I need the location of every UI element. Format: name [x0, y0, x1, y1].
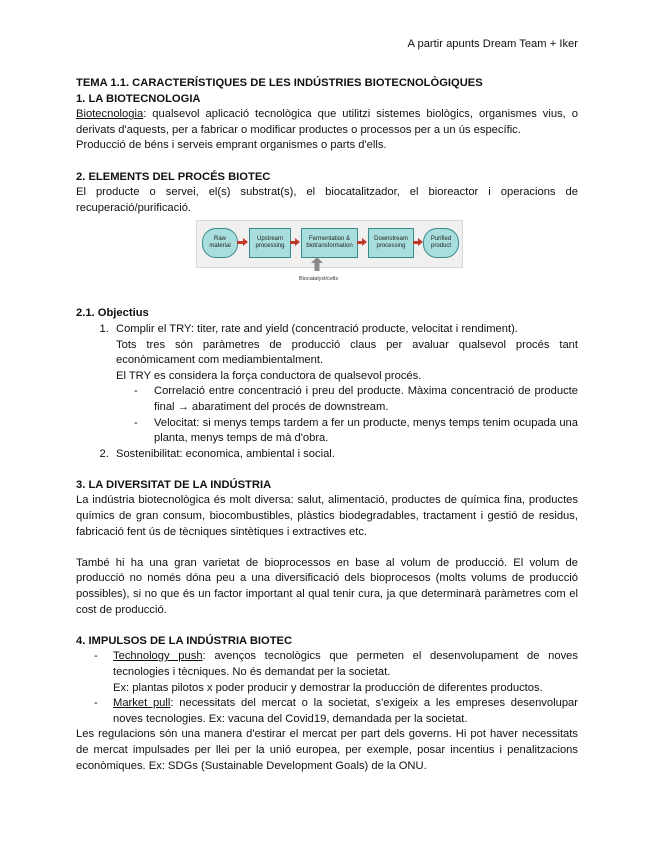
- objective-item: 2. Sostenibilitat: economica, ambiental i social.: [112, 447, 578, 463]
- diagram-arrow: [237, 241, 244, 244]
- raw-material-node: Raw material: [202, 228, 238, 258]
- objectives-list-cont: [76, 447, 578, 463]
- try-sublist: [76, 384, 578, 446]
- section-2-heading: 2. ELEMENTS DEL PROCÉS BIOTEC: [76, 170, 271, 183]
- up-arrow-icon: [311, 257, 323, 271]
- section-4-heading: 4. IMPULSOS DE LA INDÚSTRIA BIOTEC: [76, 634, 293, 647]
- objective-item: 1. Complir el TRY: titer, rate and yield (concentració producte, velocitat i rendiment). Tots tres són paràmetres de producció claus per avaluar qualsevol procés tant econòmicament com mediambientalment. El TRY es considera la força conductora de qualsevol procés.: [112, 322, 578, 384]
- diagram-arrow: [290, 241, 296, 244]
- diagram-arrow: [357, 241, 363, 244]
- biocatalyst-label: Biocatalyst/cells: [299, 276, 339, 283]
- try-subitem: - Correlació entre concentració i preu del producte. Màxima concentració de producte final → abaratiment del procés de downstream.: [134, 385, 578, 413]
- market-pull-term: Market pull: [113, 697, 171, 710]
- fermentation-node: Fermentation & biotransformation: [301, 228, 358, 258]
- section-3-paragraph-1: La indústria biotecnològica és molt diversa: salut, alimentació, productes de química fina, productes químics de gran consum, biocombustibles, plàstics biodegradables, tractament i gestió de residus, fabricació fent ús de tècniques sintètiques i extractives etc.: [76, 494, 578, 538]
- try-subitem: - Velocitat: si menys temps tardem a fer un producte, menys temps tenim ocupada una planta, menys temps de mà d'obra.: [134, 416, 578, 445]
- biotecnologia-definition: Biotecnologia: qualsevol aplicació tecnològica que utilitzi sistemes biològics, organismes vius, o derivats d'aquests, per a fabricar o modificar productes o processos per a un ús específic.: [76, 108, 578, 136]
- technology-push-item: - Technology push: avenços tecnològics que permeten el desenvolupament de noves tecnologies i tècniques. No és demandat per la societat. Ex: plantas pilotos x poder producir y demostrar la producción de diferentes productos.: [94, 650, 578, 694]
- regulations-paragraph: Les regulacions són una manera d'estirar el mercat per part dels governs. Hi pot haver necessitats de mercat impulsades per llei per la unió europea, per exemple, posar incentius i penalitzacions econòmiques. Ex: SDGs (Sustainable Development Goals) de la ONU.: [76, 728, 578, 772]
- section-3-paragraph-2: També hi ha una gran varietat de bioprocessos en base al volum de producció. El volum de producció no només dóna peu a una diversificació dels bioprocesos (molts volums de producció possibles), si no que és un factor important al qual tenir cura, ja que determinarà paràmetres com el cost de producció.: [76, 556, 578, 616]
- bioprocess-diagram: [196, 220, 461, 282]
- section-3-heading: 3. LA DIVERSITAT DE LA INDÚSTRIA: [76, 478, 272, 491]
- market-pull-item: - Market pull: necessitats del mercat o la societat, s'exigeix a les empreses desenvolupar noves tecnologies. Ex: vacuna del Covid19, demandada per la societat.: [94, 697, 578, 725]
- diagram-arrow: [413, 241, 419, 244]
- downstream-node: Downstream processing: [368, 228, 414, 258]
- objectives-list: [76, 322, 578, 384]
- upstream-node: Upstream processing: [249, 228, 291, 258]
- section-1-heading: 1. LA BIOTECNOLOGIA: [76, 92, 201, 105]
- biotecnologia-term: Biotecnologia: [76, 108, 144, 121]
- drivers-list: [76, 649, 578, 727]
- section-2-1-heading: 2.1. Objectius: [76, 307, 149, 320]
- purified-product-node: Purified product: [423, 228, 459, 258]
- section-2-text: El producte o servei, el(s) substrat(s), el biocatalitzador, el bioreactor i operacions de recuperació/purificació.: [76, 186, 578, 214]
- document-body: [76, 76, 578, 774]
- page-header: A partir apunts Dream Team + Iker: [407, 38, 578, 50]
- technology-push-term: Technology push: [113, 650, 203, 663]
- document-title: TEMA 1.1. CARACTERÍSTIQUES DE LES INDÚSTRIES BIOTECNOLÒGIQUES: [76, 77, 483, 89]
- biotecnologia-definition-2: Producció de béns i serveis emprant organismes o parts d'ells.: [76, 139, 387, 152]
